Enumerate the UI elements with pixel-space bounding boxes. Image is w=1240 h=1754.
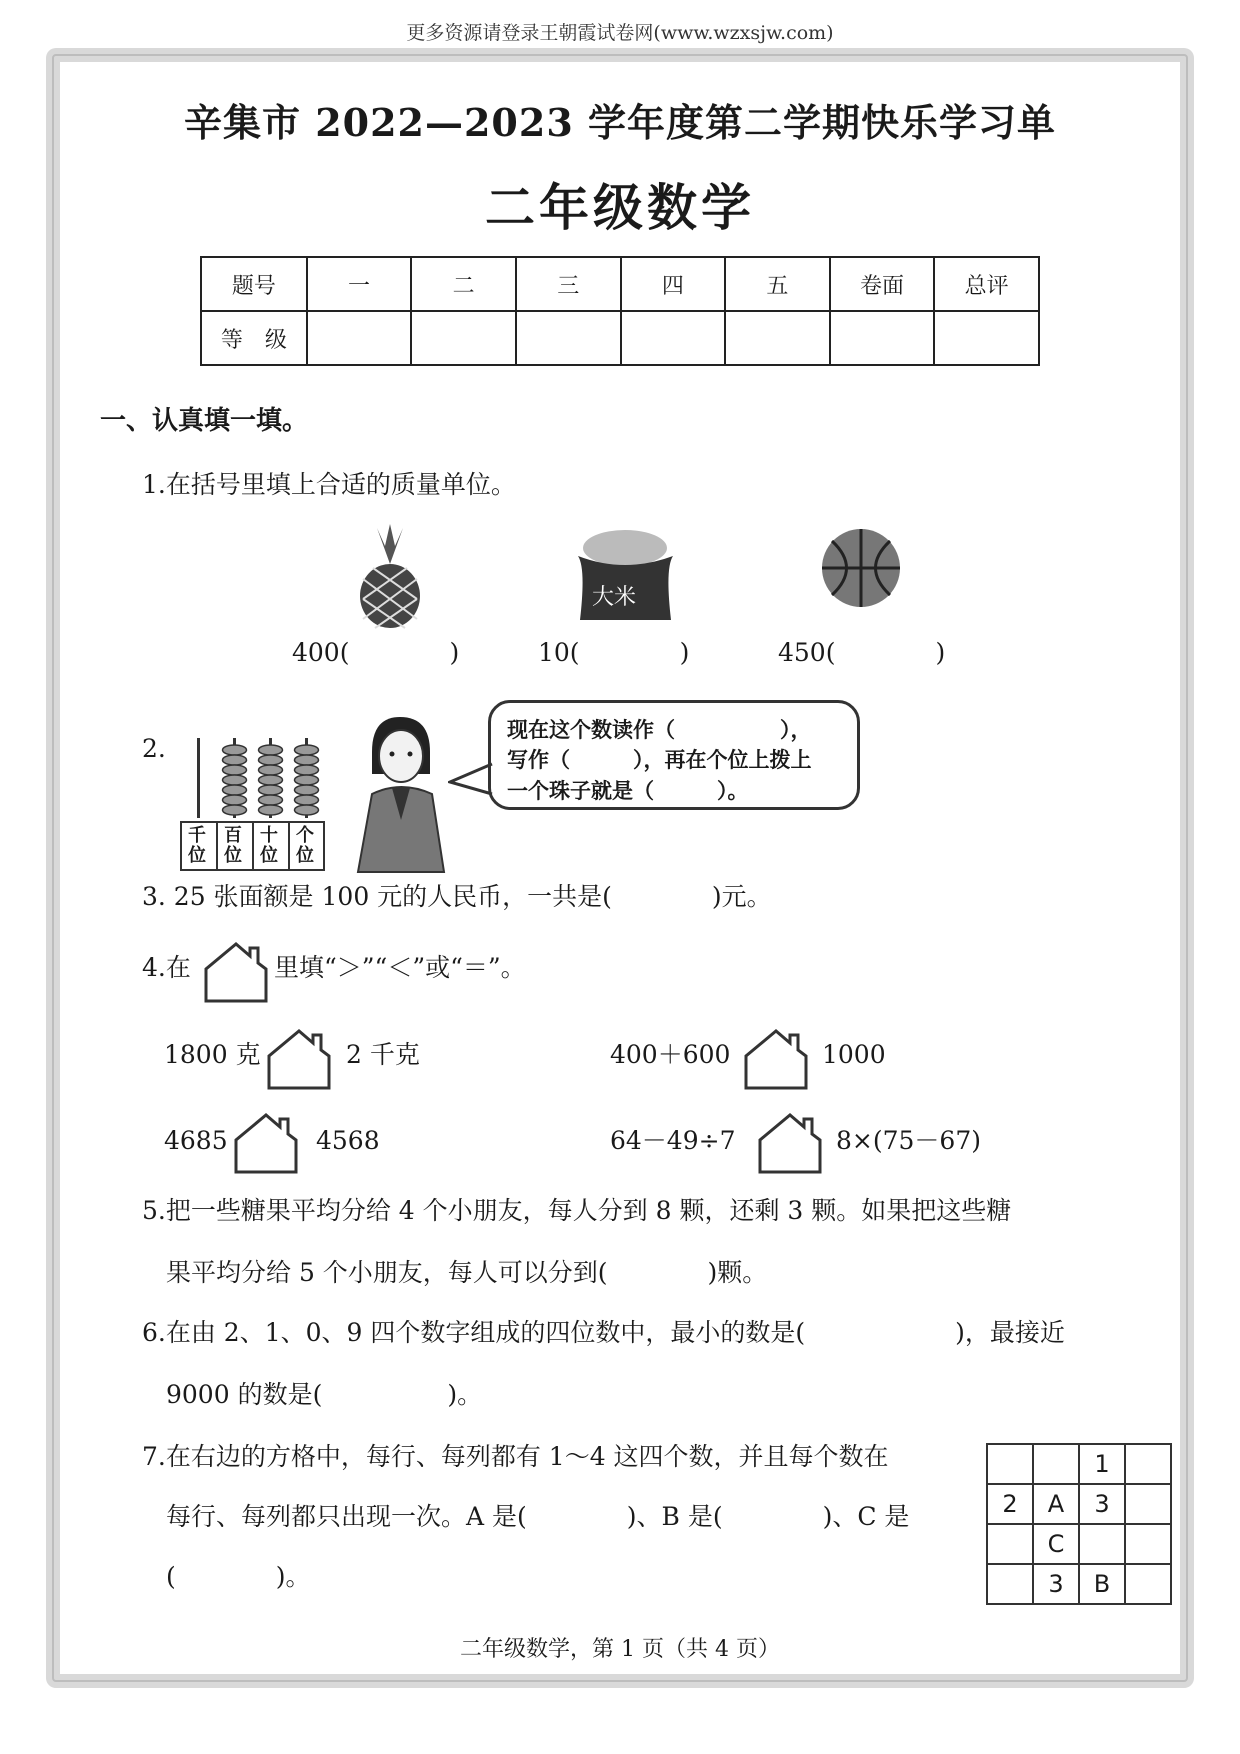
grid-cell: 3 [1079, 1484, 1125, 1524]
grid-cell: 2 [987, 1484, 1033, 1524]
q1-blank-basketball[interactable]: 450( ) [778, 638, 946, 667]
bubble-line-2: 写作（ ），再在个位上拨上 [507, 747, 812, 773]
q4-text-suffix: 里填“＞”“＜”或“＝”。 [274, 953, 526, 982]
grade-score-cell[interactable] [411, 311, 516, 365]
q1-text: 1.在括号里填上合适的质量单位。 [142, 470, 516, 499]
grade-header-cell: 总评 [934, 257, 1039, 311]
bubble-line-1: 现在这个数读作（ ）， [507, 717, 812, 742]
latin-square-grid [986, 1443, 1172, 1605]
rice-bag-label: 大米 [592, 585, 637, 610]
grid-row [987, 1564, 1171, 1604]
grade-score-cell[interactable] [307, 311, 412, 365]
q4-left-1: 1800 克 [164, 1040, 261, 1069]
q4-left-2: 400＋600 [610, 1040, 731, 1069]
abacus-label-hundreds: 百位 [224, 825, 242, 866]
house-answer-box[interactable] [756, 1112, 824, 1174]
q7-line-1: 7.在右边的方格中，每行、每列都有 1～4 这四个数，并且每个数在 [142, 1442, 889, 1471]
grid-cell [1125, 1564, 1171, 1604]
grid-row [987, 1484, 1171, 1524]
grade-header-cell: 一 [307, 257, 412, 311]
abacus-label-tens: 十位 [260, 825, 278, 866]
q4-right-4: 8×(75－67) [836, 1126, 981, 1155]
bubble-line-3: 一个珠子就是（ ）。 [507, 777, 749, 803]
abacus-label-ones: 个位 [296, 825, 314, 866]
house-answer-box[interactable] [232, 1112, 300, 1174]
grade-table-header-row [201, 257, 1039, 311]
grid-cell: A [1033, 1484, 1079, 1524]
house-answer-box[interactable] [265, 1028, 333, 1090]
header-note: 更多资源请登录王朝霞试卷网(www.wzxsjw.com) [406, 22, 834, 44]
grid-cell [987, 1444, 1033, 1484]
q4-right-1: 2 千克 [346, 1040, 420, 1069]
grade-table-score-row [201, 311, 1039, 365]
house-icon [202, 941, 270, 1003]
grade-header-cell: 四 [621, 257, 726, 311]
grade-table [200, 256, 1040, 366]
subject-title: 二年级数学 [485, 178, 755, 237]
grid-row [987, 1524, 1171, 1564]
q4-text-prefix: 4.在 [142, 953, 191, 982]
grade-score-cell[interactable] [830, 311, 935, 365]
q4-left-3: 4685 [164, 1126, 228, 1155]
q3-text: 3. 25 张面额是 100 元的人民币，一共是( )元。 [142, 882, 772, 911]
q1-blank-pineapple[interactable]: 400( ) [292, 638, 460, 667]
section-1-heading: 一、认真填一填。 [100, 406, 309, 436]
grid-cell [987, 1564, 1033, 1604]
grid-cell: B [1079, 1564, 1125, 1604]
abacus-label-thousands: 千位 [188, 825, 206, 866]
grade-header-cell: 二 [411, 257, 516, 311]
grade-header-cell: 三 [516, 257, 621, 311]
q4-left-4: 64－49÷7 [610, 1126, 736, 1155]
grade-score-cell[interactable] [621, 311, 726, 365]
page-footer: 二年级数学，第 1 页（共 4 页） [460, 1637, 780, 1662]
q1-blank-rice[interactable]: 10( ) [538, 638, 690, 667]
grade-header-cell: 题号 [201, 257, 307, 311]
q2-number: 2. [142, 734, 166, 763]
grid-cell: 1 [1079, 1444, 1125, 1484]
grade-score-cell[interactable] [725, 311, 830, 365]
pineapple-icon [355, 524, 425, 629]
grade-row-label: 等 级 [201, 311, 307, 365]
grid-cell [1033, 1444, 1079, 1484]
exam-title: 辛集市 2022—2023 学年度第二学期快乐学习单 [184, 100, 1056, 145]
q7-line-3: ( )。 [166, 1562, 311, 1591]
q4-right-3: 4568 [316, 1126, 380, 1155]
grade-header-cell: 卷面 [830, 257, 935, 311]
q6-line-2: 9000 的数是( )。 [166, 1380, 483, 1409]
grid-cell [1125, 1444, 1171, 1484]
grade-header-cell: 五 [725, 257, 830, 311]
grade-score-cell[interactable] [516, 311, 621, 365]
grid-cell [1125, 1524, 1171, 1564]
q4-right-2: 1000 [822, 1040, 886, 1069]
q6-line-1: 6.在由 2、1、0、9 四个数字组成的四位数中，最小的数是( )，最接近 [142, 1318, 1065, 1347]
basketball-icon [820, 527, 902, 609]
grid-cell [987, 1524, 1033, 1564]
q5-line-1: 5.把一些糖果平均分给 4 个小朋友，每人分到 8 颗，还剩 3 颗。如果把这些糖 [142, 1196, 1012, 1225]
grade-score-cell[interactable] [934, 311, 1039, 365]
grid-row [987, 1444, 1171, 1484]
girl-illustration [352, 712, 452, 874]
grid-cell [1125, 1484, 1171, 1524]
grid-cell [1079, 1524, 1125, 1564]
q5-line-2: 果平均分给 5 个小朋友，每人可以分到( )颗。 [166, 1258, 768, 1287]
q7-line-2: 每行、每列都只出现一次。A 是( )、B 是( )、C 是 [166, 1502, 910, 1531]
grid-cell: 3 [1033, 1564, 1079, 1604]
grid-cell: C [1033, 1524, 1079, 1564]
speech-bubble [488, 700, 860, 810]
house-answer-box[interactable] [742, 1028, 810, 1090]
